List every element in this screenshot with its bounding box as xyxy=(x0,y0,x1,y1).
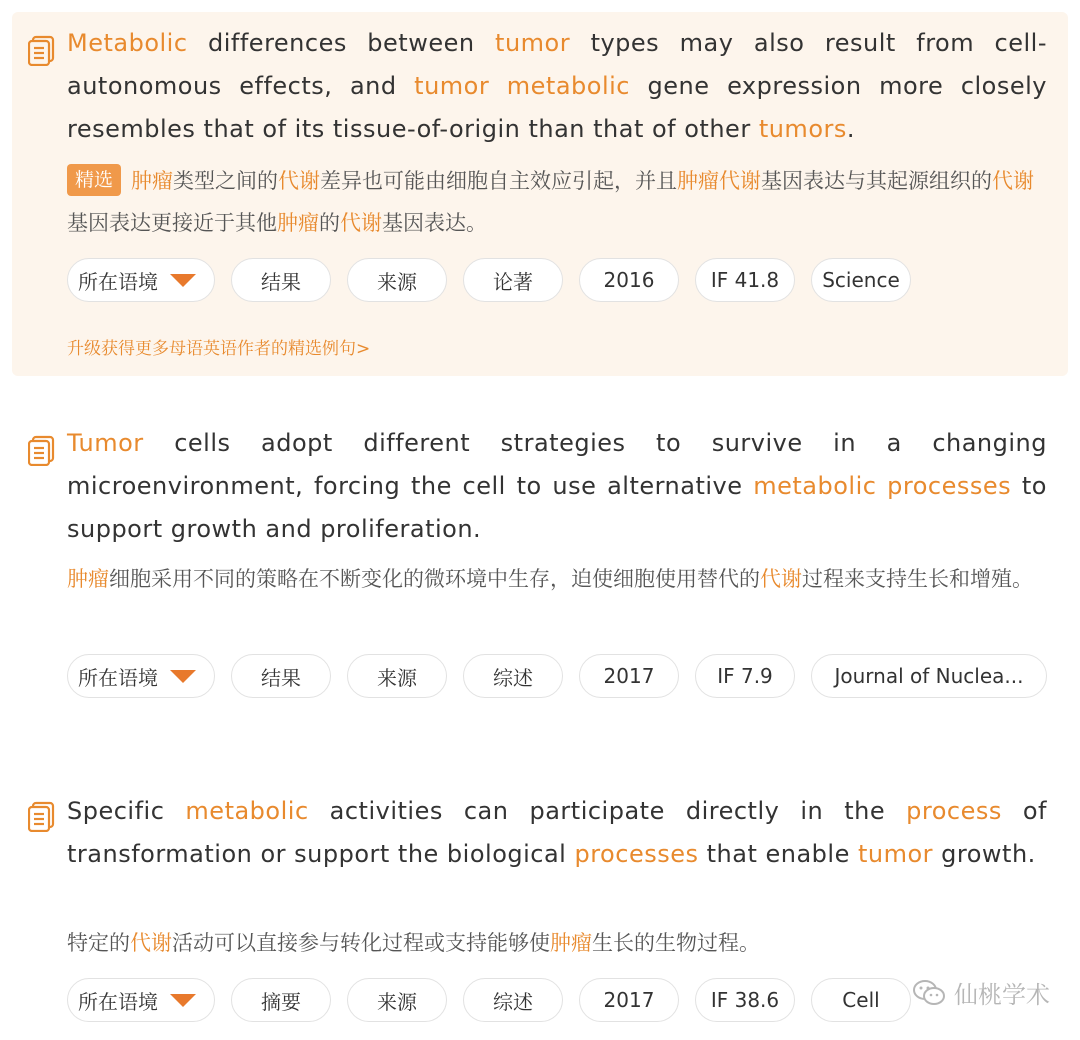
year-tag[interactable]: 2017 xyxy=(579,978,679,1022)
article-type-tag[interactable]: 综述 xyxy=(463,978,563,1022)
text-run: of transformation or support the biological xyxy=(67,797,1047,868)
text-run: 细胞采用不同的策略在不断变化的微环境中生存，迫使细胞使用替代的 xyxy=(109,567,760,591)
chinese-translation xyxy=(67,160,1049,244)
example-card-3 xyxy=(12,778,1068,1028)
text-run: differences between xyxy=(187,29,496,57)
highlighted-term: 代谢 xyxy=(992,169,1035,193)
text-run: 过程来支持生长和增殖。 xyxy=(802,567,1033,591)
document-icon xyxy=(28,434,60,466)
journal-tag[interactable]: Journal of Nuclea... xyxy=(811,654,1047,698)
highlighted-term: metabolic xyxy=(185,797,309,825)
text-run: 生长的生物过程。 xyxy=(592,931,760,955)
text-run: 的 xyxy=(319,211,340,235)
chinese-translation xyxy=(67,558,1049,600)
article-type-tag[interactable]: 论著 xyxy=(463,258,563,302)
source-tag[interactable]: 来源 xyxy=(347,258,447,302)
tag-row xyxy=(67,258,911,302)
impact-factor-tag[interactable]: IF 38.6 xyxy=(695,978,795,1022)
highlighted-term: process xyxy=(906,797,1002,825)
text-run: 基因表达。 xyxy=(382,211,487,235)
example-card-2 xyxy=(12,412,1068,712)
highlighted-term: 肿瘤 xyxy=(550,931,592,955)
year-tag[interactable]: 2017 xyxy=(579,654,679,698)
highlighted-term: 代谢 xyxy=(278,169,321,193)
caret-down-icon xyxy=(170,670,196,683)
text-run: gene expression more closely resembles that of its tissue-of-origin than that of other xyxy=(67,72,1048,143)
highlighted-term: Metabolic xyxy=(67,29,188,57)
year-tag[interactable]: 2016 xyxy=(579,258,679,302)
highlighted-term: tumors xyxy=(758,115,847,143)
context-dropdown[interactable]: 所在语境 xyxy=(67,258,215,302)
highlighted-term: tumor xyxy=(857,840,934,868)
section-tag[interactable]: 摘要 xyxy=(231,978,331,1022)
english-sentence xyxy=(67,790,1047,876)
text-run: cells adopt different strategies to survive in a changing microenvironment, forcing the cell to use alternative xyxy=(67,429,1047,500)
context-dropdown[interactable]: 所在语境 xyxy=(67,654,215,698)
highlighted-term: 代谢 xyxy=(340,211,382,235)
highlighted-term: processes xyxy=(574,840,699,868)
highlighted-term: 代谢 xyxy=(130,931,172,955)
example-card-1 xyxy=(12,12,1068,376)
highlighted-term: 肿瘤 xyxy=(67,567,109,591)
journal-tag[interactable]: Cell xyxy=(811,978,911,1022)
highlighted-term: 肿瘤代谢 xyxy=(677,169,762,193)
upgrade-link[interactable]: 升级获得更多母语英语作者的精选例句> xyxy=(67,339,371,359)
highlighted-term: Tumor xyxy=(67,429,144,457)
caret-down-icon xyxy=(170,274,196,287)
featured-badge: 精选 xyxy=(67,164,121,196)
tag-row xyxy=(67,978,911,1022)
chinese-translation xyxy=(67,922,1049,964)
highlighted-term: 肿瘤 xyxy=(277,211,319,235)
document-icon xyxy=(28,34,60,66)
text-run: growth. xyxy=(933,840,1036,868)
highlighted-term: tumor metabolic xyxy=(414,72,630,100)
source-tag[interactable]: 来源 xyxy=(347,654,447,698)
text-run: 类型之间的 xyxy=(173,169,279,193)
highlighted-term: 代谢 xyxy=(760,567,802,591)
document-icon xyxy=(28,800,60,832)
text-run: 差异也可能由细胞自主效应引起，并且 xyxy=(320,169,678,193)
text-run: activities can participate directly in the xyxy=(308,797,907,825)
tag-row xyxy=(67,654,1047,698)
text-run: to support growth and proliferation. xyxy=(67,472,1047,543)
highlighted-term: tumor xyxy=(495,29,571,57)
text-run: 基因表达更接近于其他 xyxy=(67,211,277,235)
text-run: . xyxy=(846,115,856,143)
text-run: that enable xyxy=(698,840,858,868)
context-dropdown[interactable]: 所在语境 xyxy=(67,978,215,1022)
english-sentence xyxy=(67,422,1047,551)
caret-down-icon xyxy=(170,994,196,1007)
article-type-tag[interactable]: 综述 xyxy=(463,654,563,698)
highlighted-term: metabolic processes xyxy=(753,472,1012,500)
english-sentence xyxy=(67,22,1047,151)
text-run: 特定的 xyxy=(67,931,130,955)
watermark-text: 仙桃学术 xyxy=(954,981,1050,1009)
journal-tag[interactable]: Science xyxy=(811,258,911,302)
text-run: types may also result from cell-autonomous effects, and xyxy=(67,29,1048,100)
text-run: Specific xyxy=(67,797,186,825)
source-tag[interactable]: 来源 xyxy=(347,978,447,1022)
impact-factor-tag[interactable]: IF 41.8 xyxy=(695,258,795,302)
text-run: 活动可以直接参与转化过程或支持能够使 xyxy=(172,931,550,955)
text-run: 基因表达与其起源组织的 xyxy=(761,169,993,193)
watermark xyxy=(912,975,1050,1010)
section-tag[interactable]: 结果 xyxy=(231,258,331,302)
section-tag[interactable]: 结果 xyxy=(231,654,331,698)
impact-factor-tag[interactable]: IF 7.9 xyxy=(695,654,795,698)
wechat-icon xyxy=(912,979,946,1007)
highlighted-term: 肿瘤 xyxy=(131,169,174,193)
